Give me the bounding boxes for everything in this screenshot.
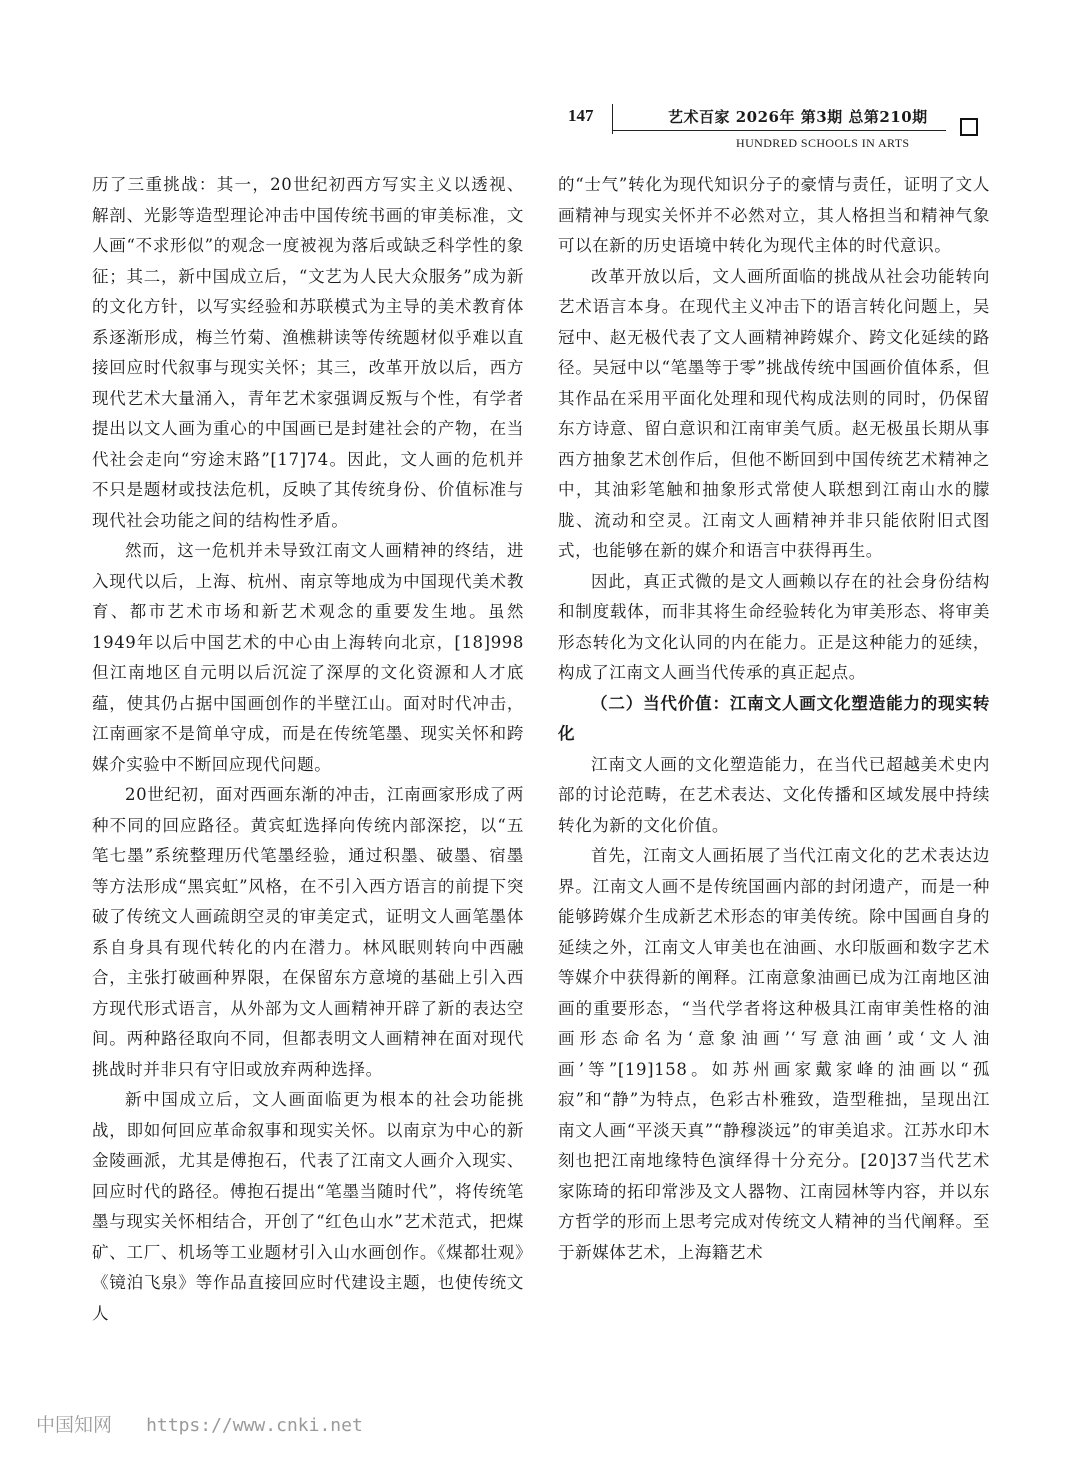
paragraph: 20世纪初，面对西画东渐的冲击，江南画家形成了两种不同的回应路径。黄宾虹选择向传统内部深挖，以“五笔七墨”系统整理历代笔墨经验，通过积墨、破墨、宿墨等方法形成“黑宾虹”风格，在不引入西方语言的前提下突破了传统文人画疏朗空灵的审美定式，证明文人画笔墨体系自身具有现代转化的内在潜力。林风眠则转向中西融合，主张打破画种界限，在保留东方意境的基础上引入西方现代形式语言，从外部为文人画精神开辟了新的表达空间。两种路径取向不同，但都表明文人画精神在面对现代挑战时并非只有守旧或放弃两种选择。: [92, 785, 524, 1079]
paragraph: 历了三重挑战：其一，20世纪初西方写实主义以透视、解剖、光影等造型理论冲击中国传统书画的审美标准，文人画“不求形似”的观念一度被视为落后或缺乏科学性的象征；其二，新中国成立后，“文艺为人民大众服务”成为新的文化方针，以写实经验和苏联模式为主导的美术教育体系逐渐形成，梅兰竹菊、渔樵耕读等传统题材似乎难以直接回应时代叙事与现实关怀；其三，改革开放以后，西方现代艺术大量涌入，青年艺术家强调反叛与个性，有学者提出以文人画为重心的中国画已是封建社会的产物，在当代社会走向“穷途末路”[17]74。因此，文人画的危机并不只是题材或技法危机，反映了其传统身份、价值标准与现代社会功能之间的结构性矛盾。: [92, 175, 524, 530]
watermark-footer: [36, 1410, 363, 1437]
header-horizontal-rule: [612, 130, 946, 131]
section-subheading: （二）当代价值：江南文人画文化塑造能力的现实转化: [558, 693, 990, 743]
header-square-icon: [960, 118, 978, 136]
page-header: [562, 100, 990, 160]
page-number: 147: [568, 106, 594, 125]
right-column: [558, 170, 990, 1268]
paragraph: 首先，江南文人画拓展了当代江南文化的艺术表达边界。江南文人画不是传统国画内部的封闭遗产，而是一种能够跨媒介生成新艺术形态的审美传统。除中国画自身的延续之外，江南文人审美也在油画、水印版画和数字艺术等媒介中获得新的阐释。江南意象油画已成为江南地区油画的重要形态，“当代学者将这种极具江南审美性格的油画形态命名为‘意象油画’‘写意油画’或‘文人油画’等”[19]158。如苏州画家戴家峰的油画以“孤寂”和“静”为特点，色彩古朴雅致，造型稚拙，呈现出江南文人画“平淡天真”“静穆淡远”的审美追求。江苏水印木刻也把江南地缘特色演绎得十分充分。[20]37当代艺术家陈琦的拓印常涉及文人器物、江南园林等内容，并以东方哲学的形而上思考完成对传统文人精神的当代阐释。至于新媒体艺术，上海籍艺术: [558, 846, 990, 1262]
journal-title: 艺术百家 2026年 第3期 总第210期: [668, 108, 928, 126]
paragraph: 江南文人画的文化塑造能力，在当代已超越美术史内部的讨论范畴，在艺术表达、文化传播和区域发展中持续转化为新的文化价值。: [558, 754, 990, 835]
left-column: [92, 170, 524, 1329]
cnki-site-name: 中国知网: [36, 1414, 113, 1436]
paragraph: 然而，这一危机并未导致江南文人画精神的终结，进入现代以后，上海、杭州、南京等地成为中国现代美术教育、都市艺术市场和新艺术观念的重要发生地。虽然1949年以后中国艺术的中心由上海转向北京，[18]998但江南地区自元明以后沉淀了深厚的文化资源和人才底蕴，使其仍占据中国画创作的半壁江山。面对时代冲击，江南画家不是简单守成，而是在传统笔墨、现实关怀和跨媒介实验中不断回应现代问题。: [92, 541, 524, 774]
paragraph: 新中国成立后，文人画面临更为根本的社会功能挑战，即如何回应革命叙事和现实关怀。以南京为中心的新金陵画派，尤其是傅抱石，代表了江南文人画介入现实、回应时代的路径。傅抱石提出“笔墨当随时代”，将传统笔墨与现实关怀相结合，开创了“红色山水”艺术范式，把煤矿、工厂、机场等工业题材引入山水画创作。《煤都壮观》《镜泊飞泉》等作品直接回应时代建设主题，也使传统文人: [92, 1090, 524, 1323]
cnki-url: https://www.cnki.net: [146, 1415, 363, 1436]
paragraph: 的“士气”转化为现代知识分子的豪情与责任，证明了文人画精神与现实关怀并不必然对立，其人格担当和精神气象可以在新的历史语境中转化为现代主体的时代意识。: [558, 175, 990, 255]
paragraph: 因此，真正式微的是文人画赖以存在的社会身份结构和制度载体，而非其将生命经验转化为审美形态、将审美形态转化为文化认同的内在能力。正是这种能力的延续，构成了江南文人画当代传承的真正起点。: [558, 571, 990, 682]
journal-title-english: HUNDRED SCHOOLS IN ARTS: [736, 136, 910, 150]
paragraph: 改革开放以后，文人画所面临的挑战从社会功能转向艺术语言本身。在现代主义冲击下的语言转化问题上，吴冠中、赵无极代表了文人画精神跨媒介、跨文化延续的路径。吴冠中以“笔墨等于零”挑战传统中国画价值体系，但其作品在采用平面化处理和现代构成法则的同时，仍保留东方诗意、留白意识和江南审美气质。赵无极虽长期从事西方抽象艺术创作后，但他不断回到中国传统艺术精神之中，其油彩笔触和抽象形式常使人联想到江南山水的朦胧、流动和空灵。江南文人画精神并非只能依附旧式图式，也能够在新的媒介和语言中获得再生。: [558, 266, 990, 560]
